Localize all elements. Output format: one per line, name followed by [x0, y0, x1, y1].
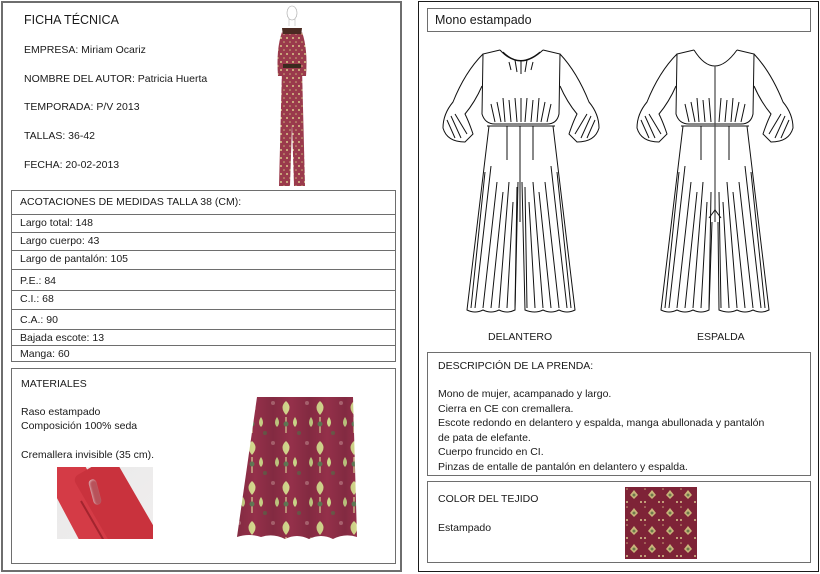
author-field: NOMBRE DEL AUTOR: Patricia Huerta [24, 73, 208, 85]
back-flat-sketch-icon [619, 42, 809, 322]
sheet-title: FICHA TÉCNICA [24, 13, 119, 27]
description-line: Escote redondo en delantero y espalda, manga abullonada y pantalón [438, 417, 765, 429]
measure-row: Largo cuerpo: 43 [12, 233, 395, 251]
description-box [427, 352, 811, 476]
measure-row: Largo total: 148 [12, 215, 395, 233]
sizes-field: TALLAS: 36-42 [24, 130, 96, 142]
measure-row: C.A.: 90 [12, 310, 395, 330]
fabric-color-title: COLOR DEL TEJIDO [438, 493, 539, 505]
description-line: de pata de elefante. [438, 431, 531, 444]
material-fabric: Raso estampado [21, 406, 101, 418]
description-line: Cuerpo fruncido en CI. [438, 446, 544, 458]
company-field: EMPRESA: Miriam Ocariz [24, 44, 146, 56]
left-sheet [1, 1, 402, 572]
fabric-swatch-icon [625, 487, 697, 559]
front-label: DELANTERO [488, 331, 553, 343]
fabric-image [235, 397, 363, 541]
material-zipper: Cremallera invisible (35 cm). [21, 449, 155, 461]
measure-row: P.E.: 84 [12, 271, 395, 291]
material-composition: Composición 100% seda [21, 420, 138, 432]
fabric-color-value: Estampado [438, 522, 492, 534]
zipper-image [57, 467, 153, 539]
description-title: DESCRIPCIÓN DE LA PRENDA: [438, 360, 594, 372]
back-label: ESPALDA [697, 331, 745, 343]
description-line: Pinzas de entalle de pantalón en delantero y espalda. [438, 460, 688, 473]
measure-row: Largo de pantalón: 105 [12, 251, 395, 270]
garment-title-box [427, 8, 811, 32]
measurements-title: ACOTACIONES DE MEDIDAS TALLA 38 (CM): [12, 191, 395, 215]
date-field: FECHA: 20-02-2013 [24, 159, 120, 171]
fabric-color-box [427, 481, 811, 563]
description-line: Cierra en CE con cremallera. [438, 402, 574, 415]
measure-row: Bajada escote: 13 [12, 330, 395, 346]
measurements-table [11, 190, 396, 362]
measure-row: C.I.: 68 [12, 291, 395, 310]
measure-row: Manga: 60 [20, 348, 70, 360]
description-line: Mono de mujer, acampanado y largo. [438, 388, 612, 400]
fashion-illustration-icon [267, 4, 317, 187]
right-sheet [418, 1, 819, 572]
garment-name: Mono estampado [435, 13, 532, 27]
season-field: TEMPORADA: P/V 2013 [24, 101, 140, 113]
materials-title: MATERIALES [21, 378, 87, 390]
front-flat-sketch-icon [425, 42, 615, 322]
